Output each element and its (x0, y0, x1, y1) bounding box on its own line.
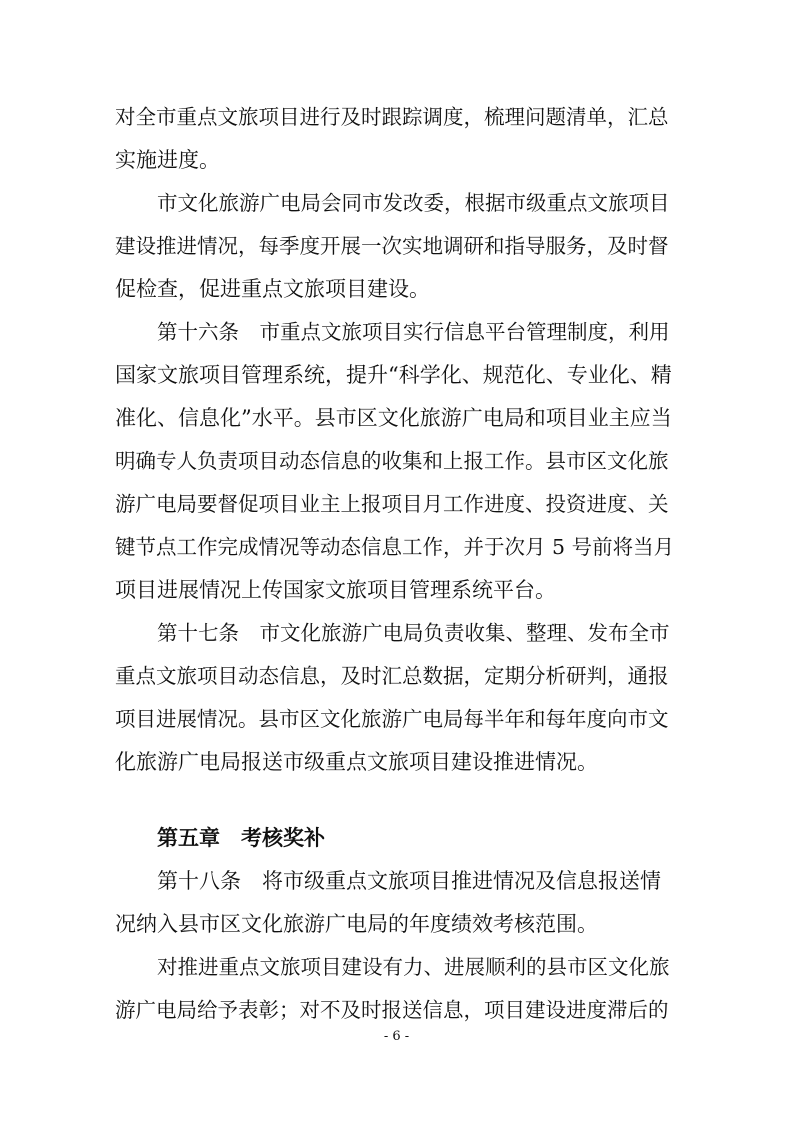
text-line: 建设推进情况，每季度开展一次实地调研和指导服务，及时督 (115, 234, 669, 258)
page-number: - 6 - (383, 1029, 410, 1044)
chapter-heading: 第五章 考核奖补 (157, 826, 325, 850)
text-line: 第十八条 将市级重点文旅项目推进情况及信息报送情 (157, 869, 661, 893)
text-line: 国家文旅项目管理系统，提升“科学化、规范化、专业化、精 (115, 363, 672, 387)
text-line: 游广电局给予表彰；对不及时报送信息，项目建设进度滞后的 (115, 998, 669, 1022)
text-line: 促检查，促进重点文旅项目建设。 (115, 277, 430, 301)
text-line: 第十七条 市文化旅游广电局负责收集、整理、发布全市 (157, 621, 670, 645)
text-line: 准化、信息化”水平。县市区文化旅游广电局和项目业主应当 (115, 406, 672, 430)
text-line: 明确专人负责项目动态信息的收集和上报工作。县市区文化旅 (115, 449, 669, 473)
text-line: 项目进展情况。县市区文化旅游广电局每半年和每年度向市文 (115, 707, 669, 731)
text-line: 项目进展情况上传国家文旅项目管理系统平台。 (115, 578, 556, 602)
text-line: 对推进重点文旅项目建设有力、进展顺利的县市区文化旅 (157, 955, 670, 979)
text-line: 第十六条 市重点文旅项目实行信息平台管理制度，利用 (157, 320, 670, 344)
text-line: 况纳入县市区文化旅游广电局的年度绩效考核范围。 (115, 912, 598, 936)
text-line: 化旅游广电局报送市级重点文旅项目建设推进情况。 (115, 750, 598, 774)
text-line: 市文化旅游广电局会同市发改委，根据市级重点文旅项目 (157, 191, 670, 215)
text-line: 键节点工作完成情况等动态信息工作，并于次月 5 号前将当月 (115, 535, 675, 559)
text-line: 游广电局要督促项目业主上报项目月工作进度、投资进度、关 (115, 492, 669, 516)
text-line: 重点文旅项目动态信息，及时汇总数据，定期分析研判，通报 (115, 664, 669, 688)
text-line: 实施进度。 (115, 148, 220, 172)
text-line: 对全市重点文旅项目进行及时跟踪调度，梳理问题清单，汇总 (115, 105, 669, 129)
